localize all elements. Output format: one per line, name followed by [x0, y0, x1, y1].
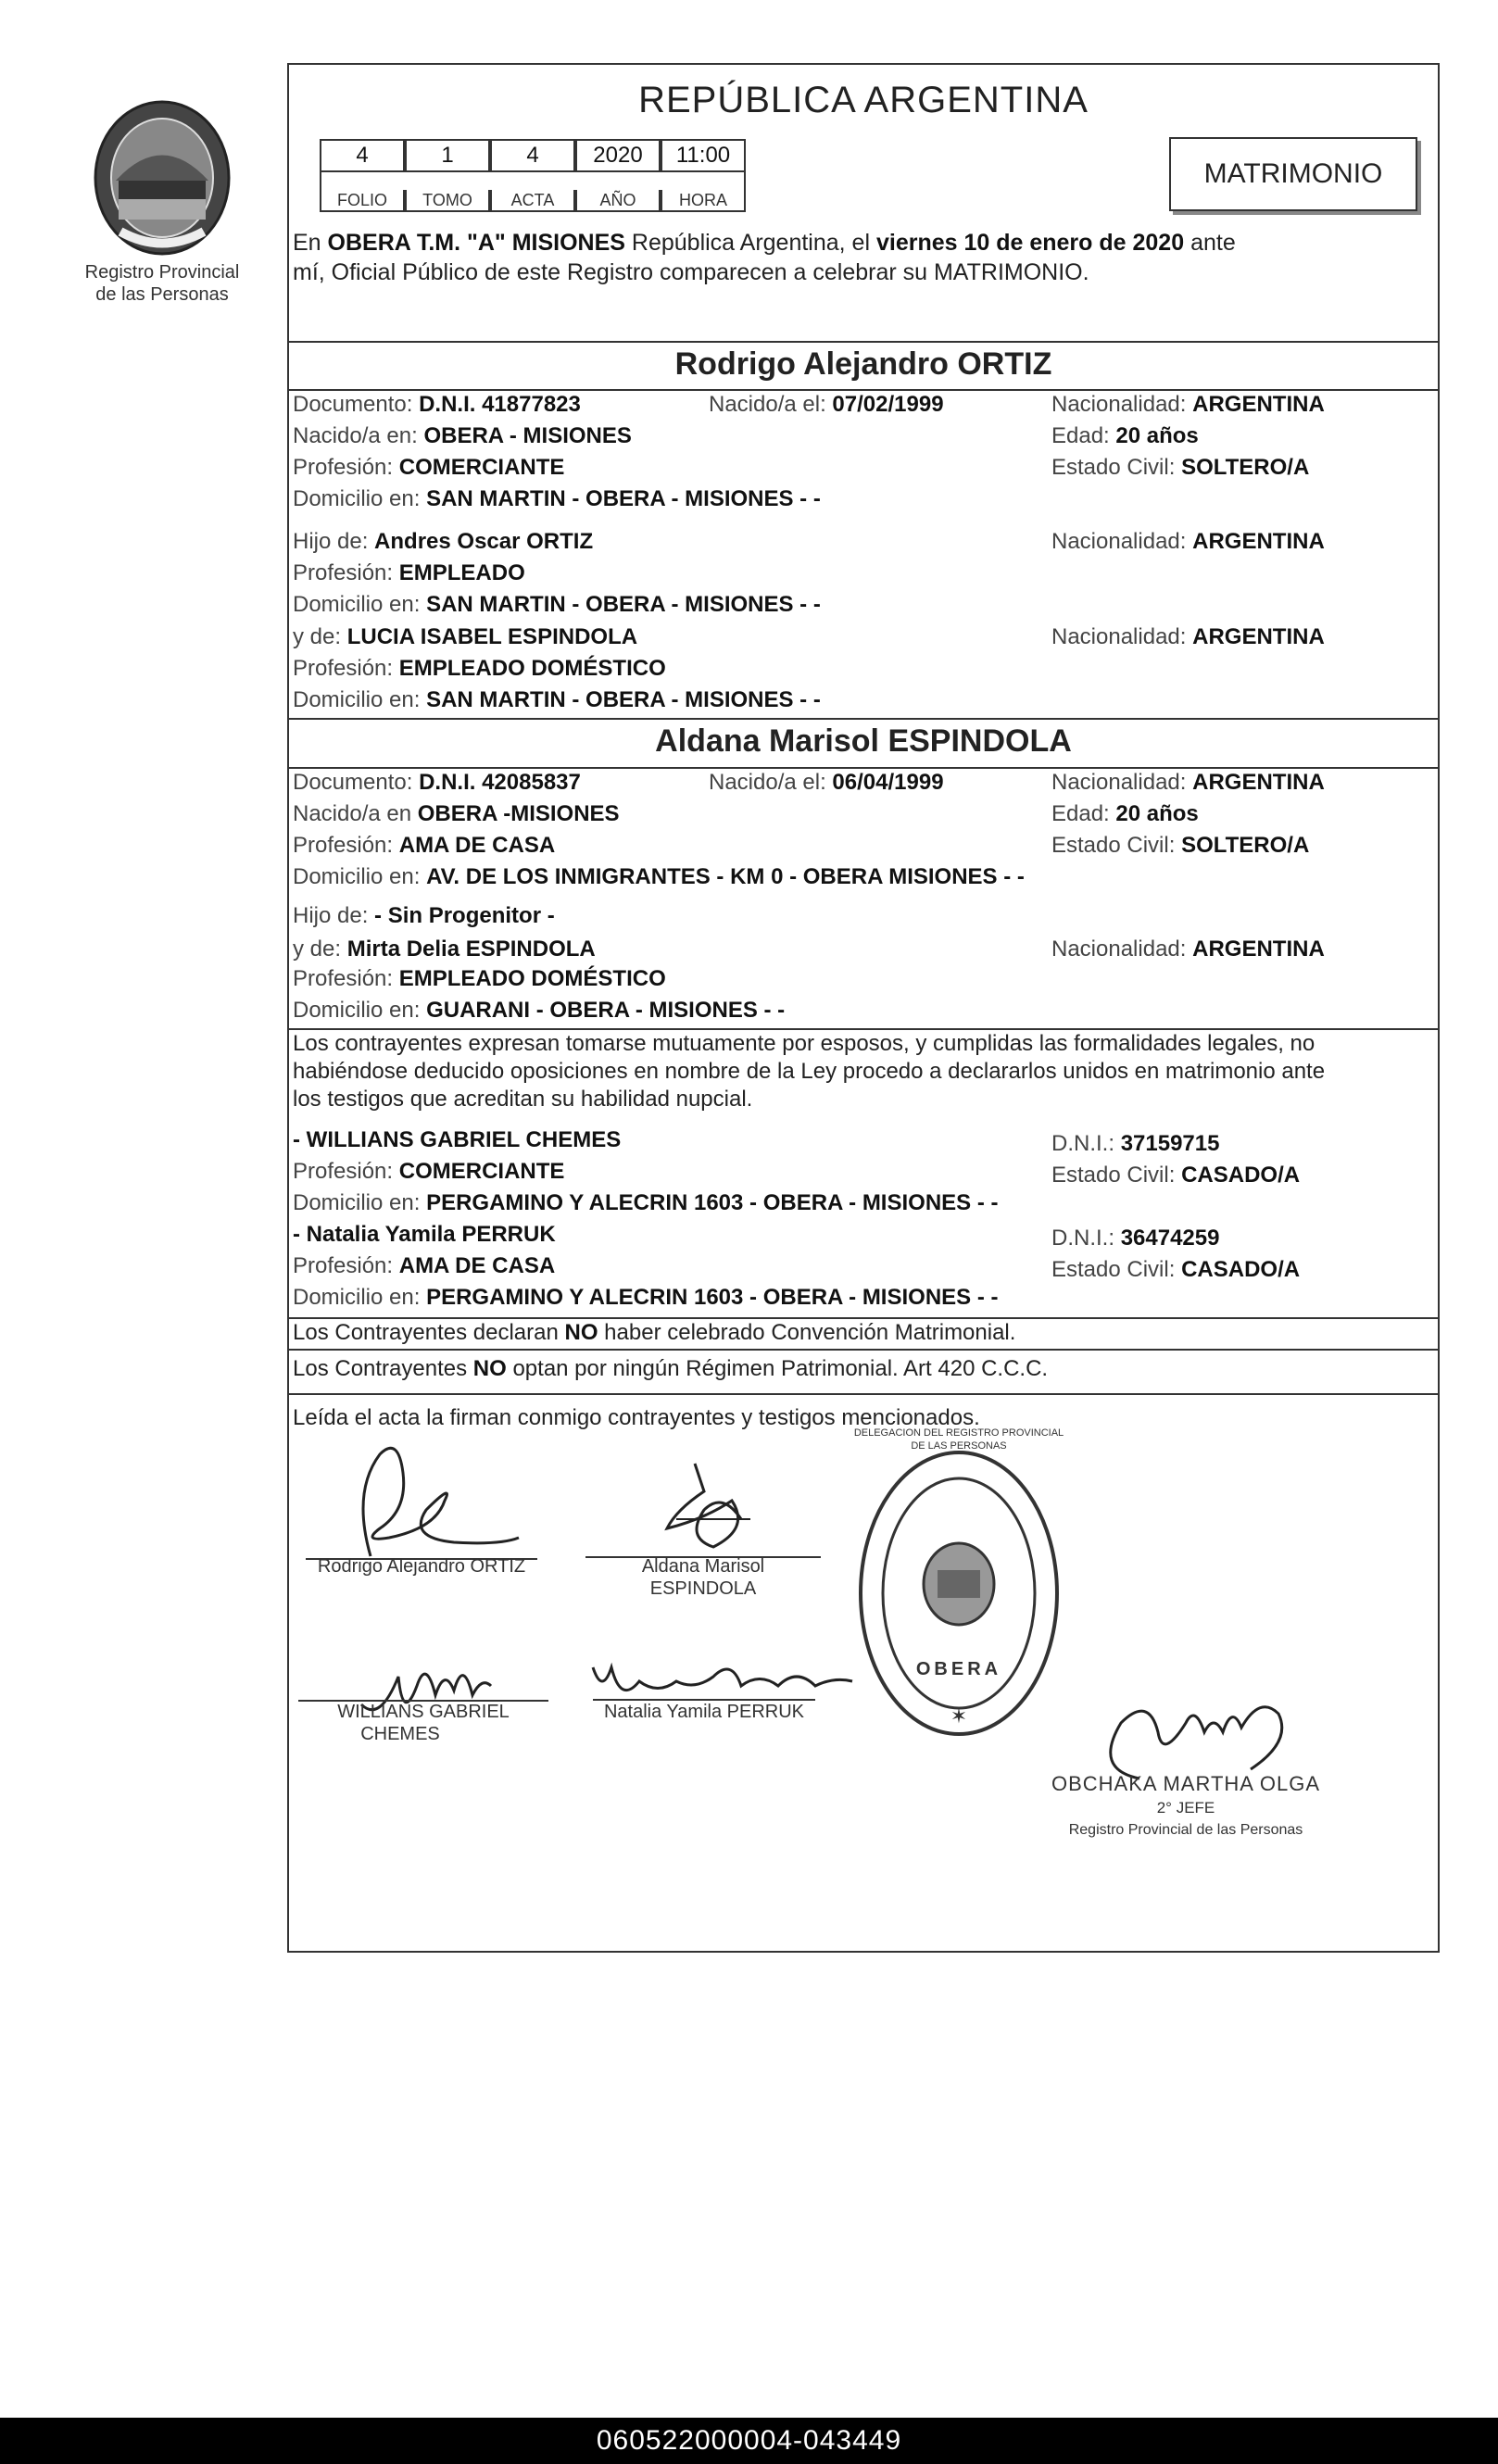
registry-seal-icon: [852, 1445, 1065, 1741]
folio-value: 4: [320, 139, 405, 172]
c1-nacido-el: Nacido/a el: 07/02/1999: [709, 392, 944, 417]
c2-madre-dom: Domicilio en: GUARANI - OBERA - MISIONES - -: [293, 998, 786, 1023]
signature-label-4: Natalia Yamila PERRUK: [603, 1702, 804, 1722]
ano-value: 2020: [575, 139, 661, 172]
declaracion-line-3: los testigos que acreditan su habilidad nupcial.: [293, 1087, 753, 1112]
divider-1: [287, 341, 1440, 343]
testigo2-name: - Natalia Yamila PERRUK: [293, 1222, 556, 1247]
intro-text-3: ante: [1184, 230, 1236, 256]
c1-estado: Estado Civil: SOLTERO/A: [1051, 455, 1310, 480]
c2-padre: Hijo de: - Sin Progenitor -: [293, 903, 555, 928]
svg-text:✶: ✶: [950, 1705, 968, 1729]
c2-edad: Edad: 20 años: [1051, 801, 1199, 826]
emblem-caption-1: Registro Provincial: [84, 262, 240, 283]
c1-madre: y de: LUCIA ISABEL ESPINDOLA: [293, 624, 638, 649]
signature-label-3a: WILLIANS GABRIEL: [337, 1702, 510, 1722]
testigo1-prof: Profesión: COMERCIANTE: [293, 1159, 565, 1184]
intro-text-1: En: [293, 230, 328, 256]
c1-nacionalidad: Nacionalidad: ARGENTINA: [1051, 392, 1325, 417]
signature-label-3b: CHEMES: [360, 1724, 440, 1744]
c1-edad: Edad: 20 años: [1051, 423, 1199, 448]
c2-nacido-el: Nacido/a el: 06/04/1999: [709, 770, 944, 795]
emblem-caption-2: de las Personas: [95, 284, 229, 305]
emblem-icon: [83, 93, 241, 259]
date-grid-gap: [320, 172, 746, 190]
c1-padre: Hijo de: Andres Oscar ORTIZ: [293, 529, 594, 554]
c1-madre-prof: Profesión: EMPLEADO DOMÉSTICO: [293, 656, 666, 681]
signature-contrayente2-icon: [630, 1454, 778, 1565]
signature-label-2a: Aldana Marisol: [641, 1556, 765, 1577]
testigo1-dom: Domicilio en: PERGAMINO Y ALECRIN 1603 - OBERA - MISIONES - -: [293, 1190, 999, 1215]
signature-label-1: Rodrigo Alejandro ORTIZ: [317, 1556, 526, 1577]
divider-3: [287, 718, 1440, 720]
c1-madre-dom: Domicilio en: SAN MARTIN - OBERA - MISIONES - -: [293, 687, 821, 712]
intro-text-2: República Argentina, el: [624, 230, 876, 256]
testigo2-dni: D.N.I.: 36474259: [1051, 1226, 1220, 1251]
c1-madre-nac: Nacionalidad: ARGENTINA: [1051, 624, 1325, 649]
intro-date: viernes 10 de enero de 2020: [875, 230, 1185, 256]
document-title: REPÚBLICA ARGENTINA: [638, 80, 1089, 120]
c1-padre-nac: Nacionalidad: ARGENTINA: [1051, 529, 1325, 554]
declaracion-line-1: Los contrayentes expresan tomarse mutuamente por esposos, y cumplidas las formalidades legales, no: [293, 1031, 1315, 1056]
act-type-box: MATRIMONIO: [1169, 137, 1417, 211]
c2-nacionalidad: Nacionalidad: ARGENTINA: [1051, 770, 1325, 795]
c2-estado: Estado Civil: SOLTERO/A: [1051, 833, 1310, 858]
c1-domicilio: Domicilio en: SAN MARTIN - OBERA - MISIONES - -: [293, 486, 821, 511]
leida-line: Leída el acta la firman conmigo contrayentes y testigos mencionados.: [293, 1405, 980, 1430]
testigo2-dom: Domicilio en: PERGAMINO Y ALECRIN 1603 - OBERA - MISIONES - -: [293, 1285, 999, 1310]
document-barcode-number: 060522000004-043449: [0, 2418, 1498, 2464]
oficial-name: OBCHAKA MARTHA OLGA: [1051, 1772, 1320, 1795]
seal-ring-text: DELEGACION DEL REGISTRO PROVINCIAL DE LAS PERSONAS: [853, 1427, 1064, 1452]
c1-profesion: Profesión: COMERCIANTE: [293, 455, 565, 480]
c1-nacido-en: Nacido/a en: OBERA - MISIONES: [293, 423, 632, 448]
hora-value: 11:00: [661, 139, 746, 172]
signature-label-2b: ESPINDOLA: [649, 1578, 757, 1599]
c2-nacido-en: Nacido/a en OBERA -MISIONES: [293, 801, 620, 826]
signature-contrayente1-icon: [315, 1436, 537, 1565]
acta-value: 4: [490, 139, 575, 172]
intro-line-2: mí, Oficial Público de este Registro comparecen a celebrar su MATRIMONIO.: [293, 259, 1089, 285]
ano-label: AÑO: [575, 190, 661, 212]
intro-line-1: [293, 229, 1236, 257]
c2-madre-nac: Nacionalidad: ARGENTINA: [1051, 937, 1325, 962]
c2-profesion: Profesión: AMA DE CASA: [293, 833, 556, 858]
c1-padre-dom: Domicilio en: SAN MARTIN - OBERA - MISIONES - -: [293, 592, 821, 617]
testigo1-dni: D.N.I.: 37159715: [1051, 1131, 1220, 1156]
testigo2-prof: Profesión: AMA DE CASA: [293, 1253, 556, 1278]
c2-documento: Documento: D.N.I. 42085837: [293, 770, 581, 795]
tomo-label: TOMO: [405, 190, 490, 212]
divider-7: [287, 1349, 1440, 1351]
convencion-line: Los Contrayentes declaran NO haber celebrado Convención Matrimonial.: [293, 1320, 1016, 1345]
c2-madre: y de: Mirta Delia ESPINDOLA: [293, 937, 596, 962]
contrayente2-name: Aldana Marisol ESPINDOLA: [655, 723, 1072, 759]
folio-label: FOLIO: [320, 190, 405, 212]
province-emblem: [83, 93, 241, 259]
seal-city: OBERA: [915, 1659, 1002, 1679]
contrayente1-name: Rodrigo Alejandro ORTIZ: [674, 346, 1052, 382]
tomo-value: 1: [405, 139, 490, 172]
c2-domicilio: Domicilio en: AV. DE LOS INMIGRANTES - KM 0 - OBERA MISIONES - -: [293, 864, 1025, 889]
acta-label: ACTA: [490, 190, 575, 212]
regimen-line: Los Contrayentes NO optan por ningún Régimen Patrimonial. Art 420 C.C.C.: [293, 1356, 1049, 1381]
c1-padre-prof: Profesión: EMPLEADO: [293, 560, 525, 585]
intro-place: OBERA T.M. "A" MISIONES: [327, 230, 625, 256]
divider-8: [287, 1393, 1440, 1395]
hora-label: HORA: [661, 190, 746, 212]
oficial-role: 2° JEFE: [1156, 1799, 1215, 1817]
c1-documento: Documento: D.N.I. 41877823: [293, 392, 581, 417]
testigo1-estado: Estado Civil: CASADO/A: [1051, 1163, 1301, 1188]
testigo1-name: - WILLIANS GABRIEL CHEMES: [293, 1127, 622, 1152]
testigo2-estado: Estado Civil: CASADO/A: [1051, 1257, 1301, 1282]
c2-madre-prof: Profesión: EMPLEADO DOMÉSTICO: [293, 966, 666, 991]
declaracion-line-2: habiéndose deducido oposiciones en nombre de la Ley procedo a declararlos unidos en matrimonio ante: [293, 1059, 1326, 1084]
oficial-org: Registro Provincial de las Personas: [1068, 1822, 1303, 1838]
